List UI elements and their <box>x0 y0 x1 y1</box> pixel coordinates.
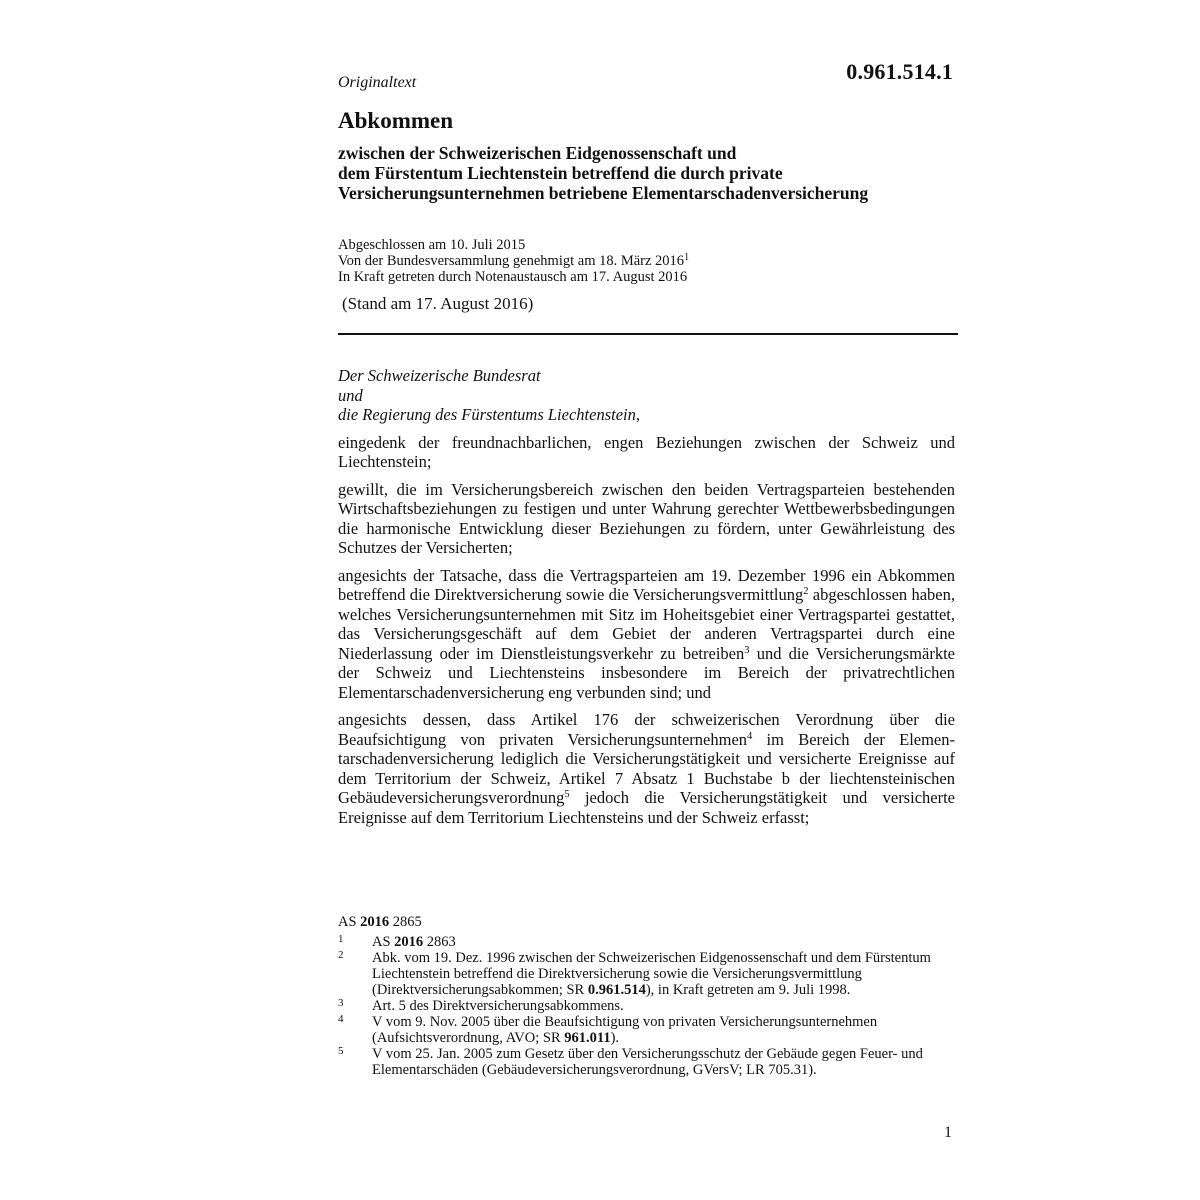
official-collection-reference <box>338 914 958 930</box>
preamble-paragraph-2: gewillt, die im Versicherungsbereich zwischen den beiden Vertragsparteien bestehenden Wirtschaftsbeziehungen zu festigen und unter Wahrung gerechter Wettbewerbsbedingungen die harmonische Entwicklung dieser Beziehungen zu fördern, unter Gewährleistung des Schutzes der Versicherten; <box>338 479 955 557</box>
footnote-text: ). <box>610 1030 620 1046</box>
header-divider <box>338 333 958 335</box>
footnote-5 <box>338 1046 958 1078</box>
approval-date <box>338 253 689 269</box>
sr-reference-link[interactable]: 961.011 <box>564 1030 611 1046</box>
footnote-ref[interactable]: 4 <box>747 730 753 742</box>
paragraph-text: angesichts dessen, dass Artikel 176 der schweizerischen Verordnung über die Beaufsichtigung von privaten Versicherungsunternehmen <box>338 710 955 749</box>
in-force-date: In Kraft getreten durch Notenaustausch am 17. August 2016 <box>338 269 688 285</box>
footnote-ref[interactable]: 5 <box>564 789 570 800</box>
contracting-parties <box>338 366 955 425</box>
status-date: (Stand am 17. August 2016) <box>342 294 534 313</box>
footnote-ref[interactable]: 1 <box>684 252 690 263</box>
party-switzerland: Der Schweizerische Bundesrat <box>338 366 541 385</box>
footnote-ref[interactable]: 3 <box>744 644 750 656</box>
party-conjunction: und <box>338 385 363 405</box>
preamble-paragraph-1: eingedenk der freundnachbarlichen, engen Beziehungen zwischen der Schweiz und Liechtenstein; <box>338 432 955 471</box>
paragraph-text: im Bereich der Elementarschadenversicherung lediglich die Versicherungstätigkeit und versicherte Ereignisse auf dem Territorium der Schweiz, Artikel 7 Absatz 1 Buchstabe b der liechtensteinischen Gebäudeversicherungsverordnung <box>338 729 956 807</box>
document-title: Abkommen <box>338 108 454 133</box>
footnote-2 <box>338 950 958 998</box>
footnote-4 <box>338 1014 958 1046</box>
as-prefix: AS <box>338 914 361 930</box>
footnotes <box>338 914 958 1078</box>
footnote-text: V vom 25. Jan. 2005 zum Gesetz über den Versicherungsschutz der Gebäude gegen Feuer- und Elementarschäden (Gebäudeversicherungsverordnung, GVersV; LR 705.31). <box>372 1046 923 1078</box>
paragraph-text: abgeschlossen haben, welches Versicherungsunternehmen mit Sitz im Hoheitsgebiet einer Vertragspartei gestattet, das Versicherungsgeschäft auf dem Gebiet der anderen Vertragspartei durch eine Niederlassung oder im Dienstleistungsverkehr zu betreiben <box>338 585 955 663</box>
footnote-text: Art. 5 des Direktversicherungsabkommens. <box>372 998 624 1014</box>
footnote-text: Abk. vom 19. Dez. 1996 zwischen der Schweizerischen Eidgenossenschaft und dem Fürstentum Liechtenstein betreffend die Direktversicherung sowie die Versicherungsvermittlung (Direktversicherungsabkommen; SR <box>372 950 931 998</box>
footnote-number: 3 <box>338 997 344 1009</box>
subtitle-line: Versicherungsunternehmen betriebene Elementarschadenversicherung <box>338 183 869 203</box>
concluded-date: Abgeschlossen am 10. Juli 2015 <box>338 237 526 253</box>
footnote-text: 2863 <box>423 934 456 950</box>
preamble <box>338 366 955 835</box>
document-metadata <box>338 237 689 285</box>
footnote-text: AS <box>372 934 395 950</box>
as-year: 2016 <box>360 914 390 930</box>
footnote-3 <box>338 998 958 1014</box>
sr-number: 0.961.514.1 <box>846 59 953 84</box>
footnote-number: 4 <box>338 1013 344 1025</box>
paragraph-text: und die Versicherungsmärkte der Schweiz und Liechtensteins insbesondere im Bereich der privatrechtlichen Elementarschadenversicherung eng verbunden sind; und <box>338 643 955 702</box>
footnote-text: ), in Kraft getreten am 9. Juli 1998. <box>645 982 851 998</box>
preamble-paragraph-4 <box>338 710 955 827</box>
subtitle-line: zwischen der Schweizerischen Eidgenossenschaft und <box>338 143 737 163</box>
footnote-number: 1 <box>338 933 344 945</box>
footnote-text: V vom 9. Nov. 2005 über die Beaufsichtigung von privaten Versicherungsunternehmen (Aufsichtsverordnung, AVO; SR <box>372 1014 878 1046</box>
as-page: 2865 <box>389 914 422 930</box>
footnote-year: 2016 <box>394 934 424 950</box>
party-liechtenstein: die Regierung des Fürstentums Liechtenstein, <box>338 405 640 424</box>
footnote-number: 2 <box>338 949 344 961</box>
footnote-1 <box>338 934 958 950</box>
document-subtitle <box>338 143 978 203</box>
preamble-paragraph-3 <box>338 566 955 703</box>
sr-reference-link[interactable]: 0.961.514 <box>587 982 646 998</box>
subtitle-line: dem Fürstentum Liechtenstein betreffend die durch private <box>338 163 783 183</box>
paragraph-text: angesichts der Tatsache, dass die Vertragsparteien am 19. Dezember 1996 ein Abkommen betreffend die Direktversicherung sowie die Versicherungsvermittlung <box>338 565 955 604</box>
footnote-ref[interactable]: 2 <box>803 586 809 597</box>
original-text-label: Originaltext <box>338 74 417 91</box>
page-number: 1 <box>944 1124 952 1141</box>
approval-text: Von der Bundesversammlung genehmigt am 18. März 2016 <box>338 253 685 269</box>
footnote-number: 5 <box>338 1045 344 1057</box>
paragraph-text: jedoch die Versicherungstätigkeit und versicherte Ereignisse auf dem Territorium Liechtensteins und der Schweiz erfasst; <box>338 788 955 827</box>
